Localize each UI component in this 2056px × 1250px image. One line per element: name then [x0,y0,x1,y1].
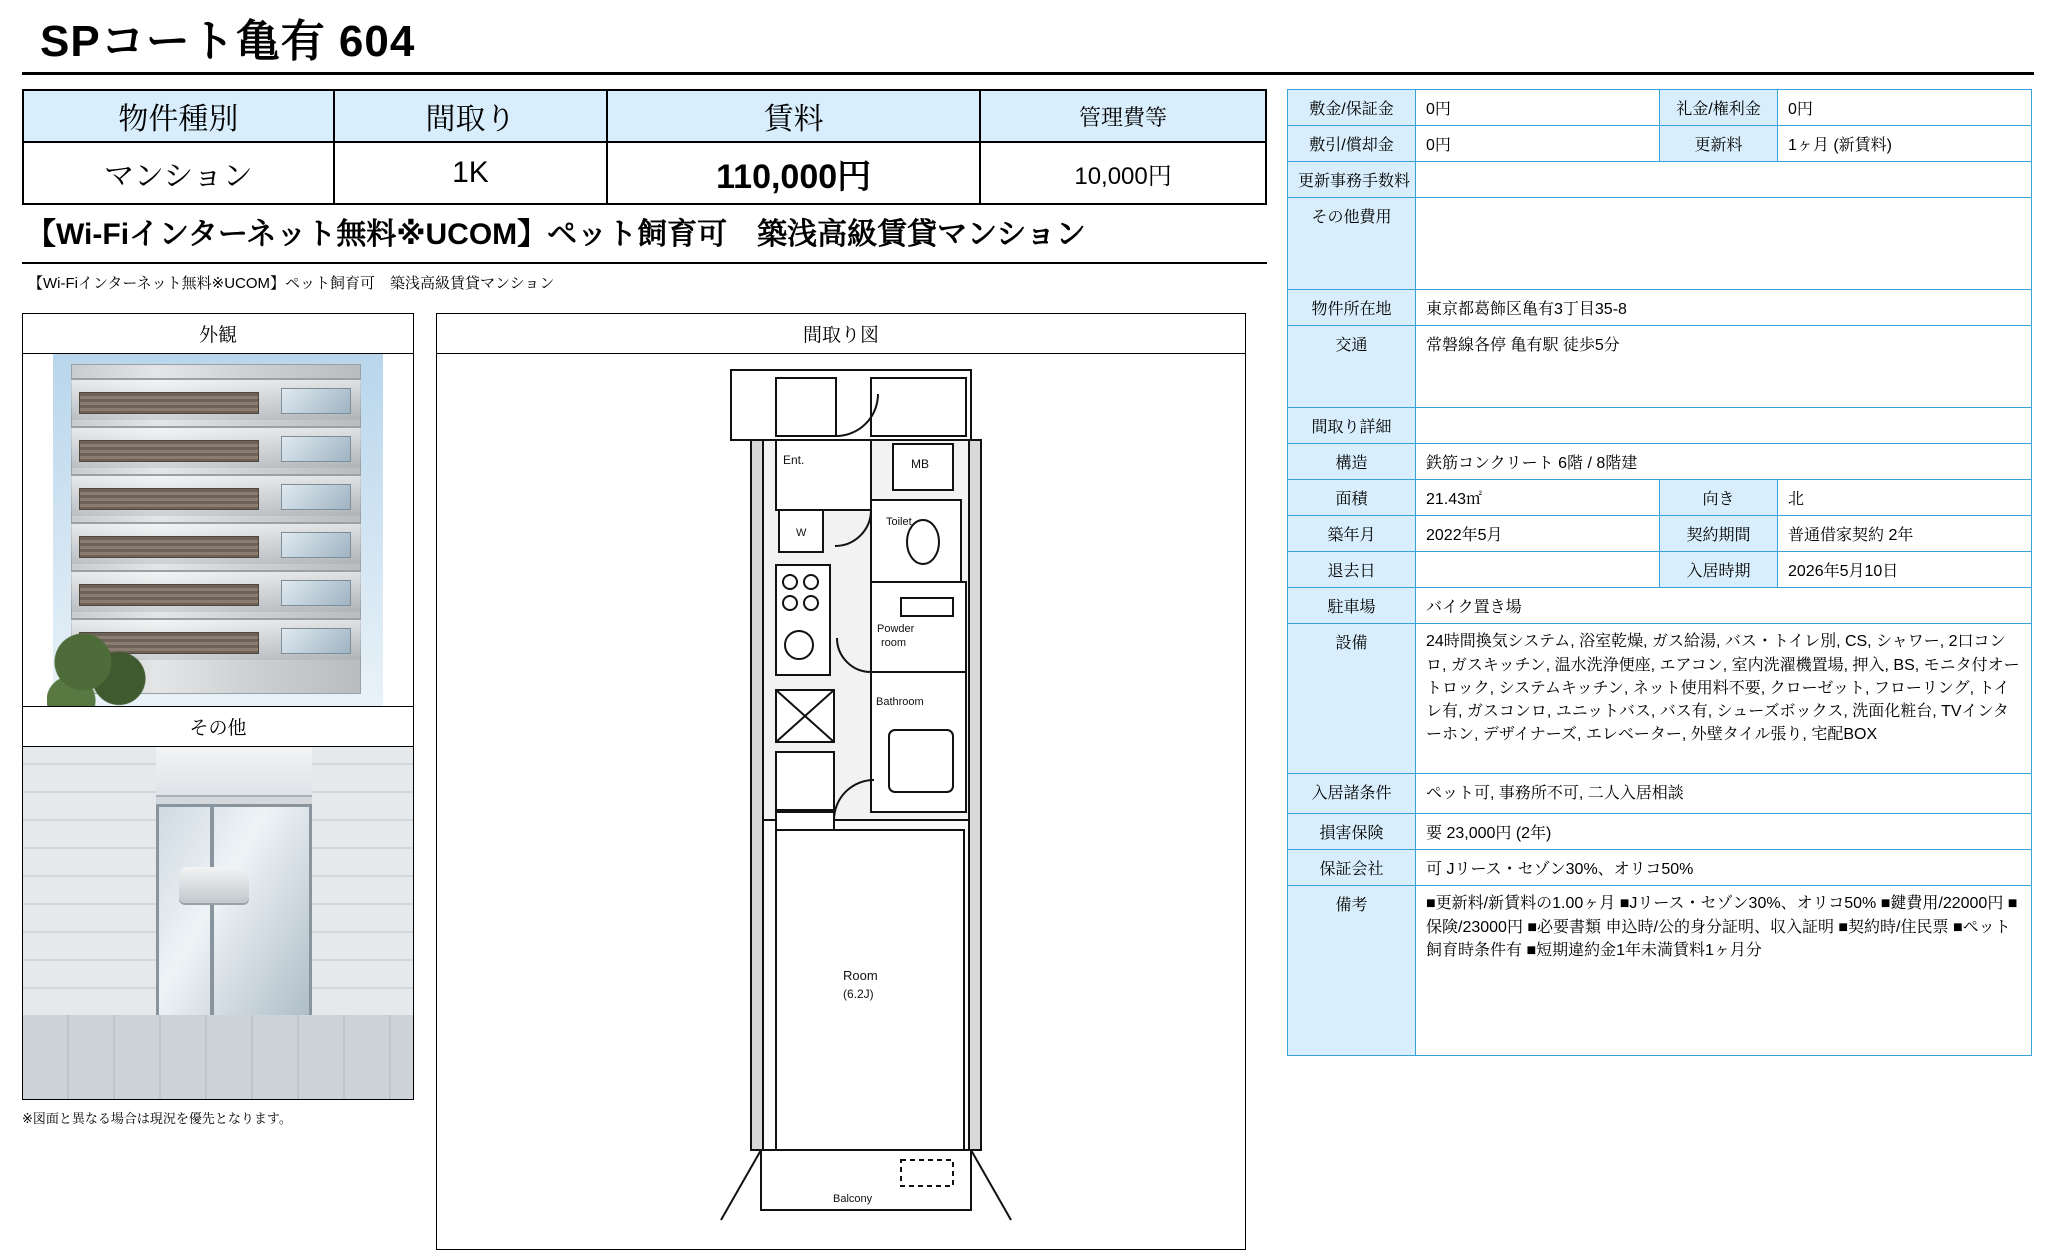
balcony-rail [79,392,259,414]
summary-header-fees: 管理費等 [980,90,1266,142]
value-conditions: ペット可, 事務所不可, 二人入居相談 [1416,774,2032,814]
row-parking [1288,588,2032,624]
floorplan-box[interactable] [436,313,1246,1250]
value-layout-detail [1416,408,2032,444]
entrance-illustration [23,747,413,1099]
value-contract: 普通借家契約 2年 [1778,516,2032,552]
other-caption: その他 [23,707,413,747]
door-mullion [210,804,214,1022]
row-equipment [1288,624,2032,774]
floorplan-column [436,313,1246,1250]
balcony-rail [79,536,259,558]
label-area: 面積 [1288,480,1416,516]
label-renewal: 更新料 [1660,126,1778,162]
label-remarks: 備考 [1288,886,1416,1056]
catch-copy: 【Wi-Fiインターネット無料※UCOM】ペット飼育可 築浅高級賃貸マンション [22,205,1267,264]
photo-note: ※図面と異なる場合は現況を優先となります。 [22,1111,292,1127]
other-photo[interactable] [23,747,413,1099]
label-conditions: 入居諸条件 [1288,774,1416,814]
value-access: 常磐線各停 亀有駅 徒歩5分 [1416,326,2032,408]
label-address: 物件所在地 [1288,290,1416,326]
value-renewal-fee [1416,162,2032,198]
floorplan-image[interactable] [437,354,1245,1249]
photo-column [22,313,414,1250]
balcony-rail [79,440,259,462]
label-powder-line2: room [881,637,907,650]
value-built: 2022年5月 [1416,516,1660,552]
building-floor [71,378,361,420]
row-built [1288,516,2032,552]
car [179,867,249,903]
label-mb: MB [911,457,929,472]
window [281,532,351,558]
value-guarantor: 可 Jリース・セゾン30%、オリコ50% [1416,850,2032,886]
label-deposit: 敷金/保証金 [1288,90,1416,126]
value-other-cost [1416,198,2032,290]
row-other-cost [1288,198,2032,290]
value-equipment: 24時間換気システム, 浴室乾燥, ガス給湯, バス・トイレ別, CS, シャワー, 2口コンロ, ガスキッチン, 温水洗浄便座, エアコン, 室内洗濯機置場, 押入, BS, モニタ付オートロック, システムキッチン, ネット使用料不要, クローゼット, フローリング, トイレ有, ガスコンロ, ユニットバス, バス有, シューズボックス, 洗面化粧台, TVインターホン, デザイナーズ, エレベーター, 外壁タイル張り, 宅配BOX [1416,624,2032,774]
label-movein: 入居時期 [1660,552,1778,588]
label-parking: 駐車場 [1288,588,1416,624]
page-title: SPコート亀有 604 [40,17,416,66]
label-access: 交通 [1288,326,1416,408]
label-renewal-fee: 更新事務手数料 [1288,162,1416,198]
row-access [1288,326,2032,408]
other-photo-box[interactable] [22,707,414,1100]
detail-table [1287,89,2032,1056]
label-washer: W [796,527,807,540]
window [281,484,351,510]
row-guarantor [1288,850,2032,886]
label-moveout: 退去日 [1288,552,1416,588]
window [281,628,351,654]
value-direction: 北 [1778,480,2032,516]
label-direction: 向き [1660,480,1778,516]
summary-header-type: 物件種別 [23,90,334,142]
summary-value-rent: 110,000円 [607,142,980,204]
image-row [22,313,1267,1250]
row-conditions [1288,774,2032,814]
label-guarantor: 保証会社 [1288,850,1416,886]
row-remarks [1288,886,2032,1056]
value-structure: 鉄筋コンクリート 6階 / 8階建 [1416,444,2032,480]
building-floor [71,522,361,564]
label-built: 築年月 [1288,516,1416,552]
value-key-money: 0円 [1778,90,2032,126]
entrance-glass-door [156,804,312,1022]
floorplan-caption: 間取り図 [437,314,1245,354]
label-room: Room [843,968,878,984]
floorplan-svg [571,360,1111,1240]
row-amortization [1288,126,2032,162]
value-area: 21.43㎡ [1416,480,1660,516]
row-deposit [1288,90,2032,126]
left-column [22,89,1267,1250]
content-columns [22,89,2034,1250]
value-insurance: 要 23,000円 (2年) [1416,814,2032,850]
label-insurance: 損害保険 [1288,814,1416,850]
row-structure [1288,444,2032,480]
row-area [1288,480,2032,516]
label-layout-detail: 間取り詳細 [1288,408,1416,444]
value-movein: 2026年5月10日 [1778,552,2032,588]
building-illustration [53,354,383,706]
summary-value-fees: 10,000円 [980,142,1266,204]
value-deposit: 0円 [1416,90,1660,126]
label-structure: 構造 [1288,444,1416,480]
row-moveout [1288,552,2032,588]
label-room-size: (6.2J) [843,987,874,1002]
value-remarks: ■更新料/新賃料の1.00ヶ月 ■Jリース・セゾン30%、オリコ50% ■鍵費用/22000円 ■保険/23000円 ■必要書類 申込時/公的身分証明、収入証明 ■契約時/住民票 ■ペット飼育時条件有 ■短期違約金1年未満賃料1ヶ月分 [1416,886,2032,1056]
tree [47,596,167,706]
window [281,580,351,606]
row-layout-detail [1288,408,2032,444]
label-other-cost: その他費用 [1288,198,1416,290]
balcony-rail [79,488,259,510]
floor-tiles [23,1015,413,1099]
summary-header-rent: 賃料 [607,90,980,142]
label-amortization: 敷引/償却金 [1288,126,1416,162]
value-parking: バイク置き場 [1416,588,2032,624]
value-renewal: 1ヶ月 (新賃料) [1778,126,2032,162]
window [281,436,351,462]
label-balcony: Balcony [833,1193,873,1206]
exterior-caption: 外観 [23,314,413,354]
value-moveout [1416,552,1660,588]
label-key-money: 礼金/権利金 [1660,90,1778,126]
catch-copy-sub: 【Wi-Fiインターネット無料※UCOM】ペット飼育可 築浅高級賃貸マンション [28,275,555,293]
exterior-photo[interactable] [23,354,413,706]
summary-header-row [23,90,1266,142]
label-powder-line1: Powder [877,623,915,636]
label-ent: Ent. [783,453,805,468]
summary-value-layout: 1K [334,142,607,204]
label-bathroom: Bathroom [876,696,924,709]
label-contract: 契約期間 [1660,516,1778,552]
ceiling [140,747,327,796]
label-equipment: 設備 [1288,624,1416,774]
building-floor [71,474,361,516]
row-renewal-fee [1288,162,2032,198]
row-address [1288,290,2032,326]
summary-value-row [23,142,1266,204]
right-column [1287,89,2032,1250]
summary-header-layout: 間取り [334,90,607,142]
window [281,388,351,414]
value-amortization: 0円 [1416,126,1660,162]
building-floor [71,426,361,468]
label-toilet: Toilet [886,516,912,529]
summary-table [22,89,1267,205]
row-insurance [1288,814,2032,850]
exterior-photo-box[interactable] [22,313,414,707]
page-title-bar [22,18,2034,75]
value-address: 東京都葛飾区亀有3丁目35-8 [1416,290,2032,326]
summary-value-type: マンション [23,142,334,204]
